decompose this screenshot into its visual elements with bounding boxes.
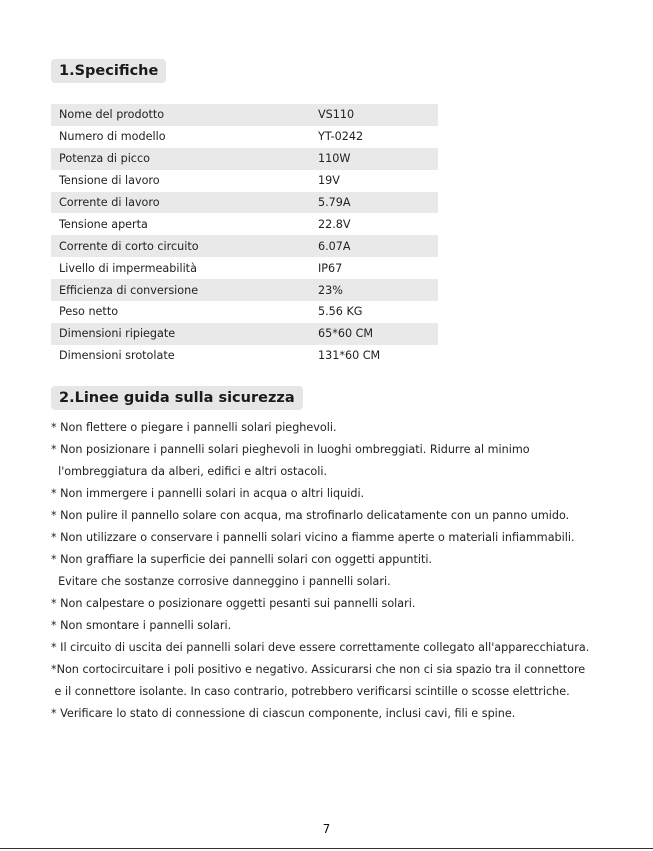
specifications-table (51, 104, 438, 367)
spec-value: 5.79A (310, 192, 438, 214)
spec-value: VS110 (310, 104, 438, 126)
spec-row (51, 345, 438, 367)
bottom-divider (0, 848, 653, 849)
spec-label: Nome del prodotto (51, 104, 310, 126)
spec-row (51, 257, 438, 279)
spec-value: IP67 (318, 261, 343, 275)
spec-row (51, 323, 438, 345)
spec-row (51, 301, 438, 323)
guideline-line: * Non flettere o piegare i pannelli solari pieghevoli. (51, 421, 337, 434)
guideline-line: e il connettore isolante. In caso contrario, potrebbero verificarsi scintille o scosse elettriche. (51, 685, 570, 698)
page-number: 7 (322, 822, 331, 836)
spec-value: 5.56 KG (318, 305, 363, 319)
spec-value: 131*60 CM (318, 349, 381, 363)
guideline-line: * Non smontare i pannelli solari. (51, 619, 232, 632)
spec-value: 19V (318, 174, 340, 188)
spec-label: Numero di modello (59, 130, 166, 144)
spec-row (51, 104, 438, 126)
spec-label: Livello di impermeabilità (59, 261, 197, 275)
spec-label: Efficienza di conversione (51, 279, 310, 301)
guideline-line: * Non posizionare i pannelli solari pieghevoli in luoghi ombreggiati. Ridurre al minimo (51, 443, 530, 456)
spec-label: Potenza di picco (51, 148, 310, 170)
safety-guidelines-list (51, 417, 621, 725)
spec-row (51, 279, 438, 301)
spec-label: Tensione di lavoro (59, 174, 160, 188)
spec-value: YT-0242 (318, 130, 364, 144)
spec-value: 6.07A (310, 235, 438, 257)
spec-value: 22.8V (318, 217, 351, 231)
spec-label: Dimensioni ripiegate (51, 323, 310, 345)
spec-row (51, 192, 438, 214)
spec-row (51, 170, 438, 192)
spec-label: Peso netto (59, 305, 119, 319)
spec-value: 23% (310, 279, 438, 301)
guideline-line: * Verificare lo stato di connessione di ciascun componente, inclusi cavi, fili e spine. (51, 707, 516, 720)
spec-label: Corrente di corto circuito (51, 235, 310, 257)
spec-label: Corrente di lavoro (51, 192, 310, 214)
spec-row (51, 148, 438, 170)
spec-label: Dimensioni srotolate (59, 349, 175, 363)
guideline-line: * Non graffiare la superficie dei pannelli solari con oggetti appuntiti. (51, 553, 433, 566)
spec-row (51, 126, 438, 148)
spec-row (51, 213, 438, 235)
spec-row (51, 235, 438, 257)
spec-value: 65*60 CM (310, 323, 438, 345)
guideline-line: * Non utilizzare o conservare i pannelli solari vicino a fiamme aperte o materiali infiammabili. (51, 531, 575, 544)
spec-value: 110W (310, 148, 438, 170)
guideline-line: * Non pulire il pannello solare con acqua, ma strofinarlo delicatamente con un panno umido. (51, 509, 570, 522)
guideline-line: l'ombreggiatura da alberi, edifici e altri ostacoli. (51, 465, 328, 478)
guideline-line: * Il circuito di uscita dei pannelli solari deve essere correttamente collegato all'apparecchiatura. (51, 641, 590, 654)
guideline-line: *Non cortocircuitare i poli positivo e negativo. Assicurarsi che non ci sia spazio tra il connettore (51, 663, 586, 676)
specifications-heading: 1.Specifiche (51, 59, 166, 83)
spec-label: Tensione aperta (59, 217, 148, 231)
safety-guidelines-heading: 2.Linee guida sulla sicurezza (51, 386, 303, 410)
guideline-line: * Non immergere i pannelli solari in acqua o altri liquidi. (51, 487, 365, 500)
guideline-line: Evitare che sostanze corrosive danneggino i pannelli solari. (51, 575, 391, 588)
guideline-line: * Non calpestare o posizionare oggetti pesanti sui pannelli solari. (51, 597, 416, 610)
